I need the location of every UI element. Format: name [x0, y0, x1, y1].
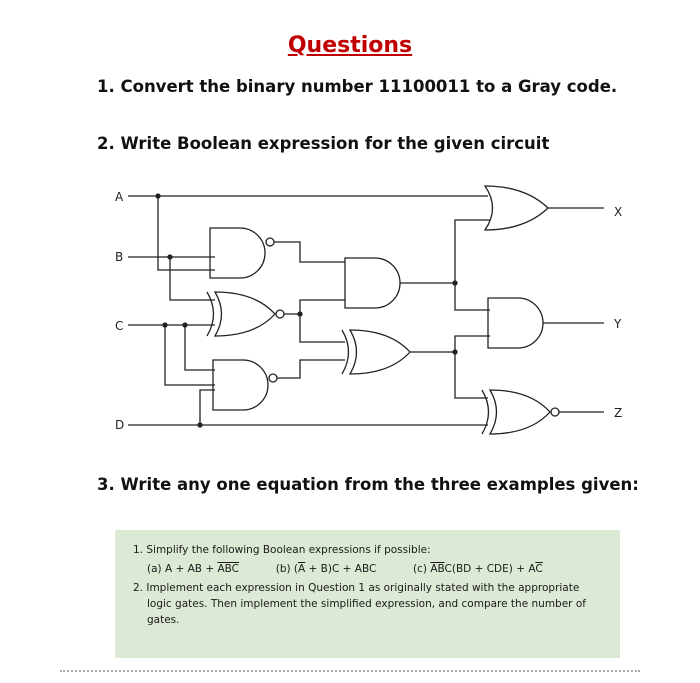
right-wires	[400, 220, 490, 398]
example-expressions	[147, 563, 543, 575]
expr-c-prefix: (c)	[413, 563, 431, 575]
output-label-z: Z	[614, 406, 623, 420]
or-gate-1	[485, 186, 604, 230]
question-2: 2. Write Boolean expression for the given circuit	[97, 134, 550, 153]
and-gate-1	[345, 258, 400, 308]
output-label-y: Y	[614, 317, 622, 331]
expr-c-over1: $\overline{AB}$	[430, 563, 445, 575]
examples-box	[115, 530, 620, 658]
expr-b-over: $\overline{A}$	[298, 563, 306, 575]
example-item-2-line-3: gates.	[147, 614, 180, 626]
expr-c-over2: $\overline{C}$	[535, 563, 543, 575]
cut-off-text-line	[60, 670, 640, 678]
question-3: 3. Write any one equation from the three examples given:	[97, 475, 639, 494]
xnor-gate-2	[482, 390, 604, 434]
input-label-b: B	[115, 250, 124, 264]
input-label-c: C	[115, 319, 124, 333]
xor-gate-1	[342, 330, 410, 374]
example-item-2-line-1: 2. Implement each expression in Question 1 as originally stated with the appropriate	[133, 582, 580, 594]
nand-gate-1	[210, 228, 274, 278]
expr-c-mid: C(BD + CDE) + A	[444, 563, 536, 575]
example-item-1: 1. Simplify the following Boolean expressions if possible:	[133, 544, 431, 556]
xnor-gate-1	[207, 292, 284, 336]
question-1: 1. Convert the binary number 11100011 to a Gray code.	[97, 77, 618, 96]
nand-gate-2	[213, 360, 277, 410]
expr-a-prefix: (a) A + AB +	[147, 563, 218, 575]
mid-wires	[274, 242, 345, 378]
input-label-d: D	[115, 418, 125, 432]
page-title: Questions	[287, 33, 413, 58]
example-item-2-line-2: logic gates. Then implement the simplified expression, and compare the number of	[147, 598, 586, 610]
and-gate-2	[488, 298, 604, 348]
input-label-a: A	[115, 190, 124, 204]
expr-b-suffix: + B)C + ABC	[305, 563, 377, 575]
output-label-x: X	[614, 205, 623, 219]
input-wires	[128, 194, 488, 427]
expr-a-over: $\overline{ABC}$	[217, 563, 240, 575]
expr-b-prefix: (b) (	[275, 563, 299, 575]
